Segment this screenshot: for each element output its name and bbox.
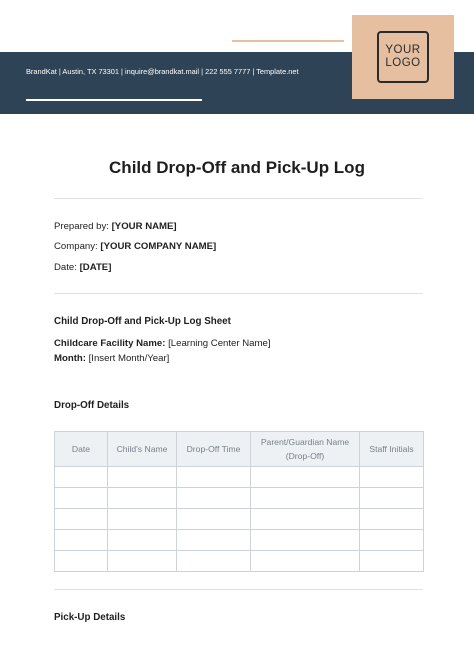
prepared-by-label: Prepared by: (54, 221, 109, 232)
table-cell (360, 467, 424, 488)
table-cell (360, 530, 424, 551)
table-cell (251, 551, 360, 572)
divider (54, 198, 423, 199)
month-label: Month: (54, 353, 86, 364)
column-header-staff-initials: Staff Initials (360, 432, 424, 467)
column-header-date: Date (55, 432, 108, 467)
date-line (54, 262, 111, 273)
page-title: Child Drop-Off and Pick-Up Log (109, 158, 365, 177)
table-cell (177, 488, 251, 509)
table-cell (55, 467, 108, 488)
logo-frame (377, 31, 429, 83)
header-divider (26, 99, 202, 101)
facility-line (54, 338, 271, 349)
table-row (55, 488, 424, 509)
logo-placeholder (352, 15, 454, 99)
table-cell (55, 551, 108, 572)
table-cell (108, 509, 177, 530)
table-row (55, 467, 424, 488)
table-cell (251, 467, 360, 488)
company-value: [YOUR COMPANY NAME] (100, 241, 217, 252)
dropoff-heading: Drop-Off Details (54, 400, 130, 411)
dropoff-table (54, 431, 424, 572)
facility-value: [Learning Center Name] (168, 338, 271, 349)
company-line (54, 241, 216, 252)
prepared-by-value: [YOUR NAME] (111, 221, 177, 232)
date-value: [DATE] (79, 262, 112, 273)
table-cell (360, 509, 424, 530)
table-cell (177, 551, 251, 572)
table-cell (55, 488, 108, 509)
table-cell (108, 467, 177, 488)
table-cell (251, 488, 360, 509)
table-cell (55, 530, 108, 551)
table-cell (108, 551, 177, 572)
table-row (55, 509, 424, 530)
table-row (55, 551, 424, 572)
table-cell (108, 488, 177, 509)
divider (54, 293, 423, 294)
month-line (54, 353, 169, 364)
sheet-heading: Child Drop-Off and Pick-Up Log Sheet (54, 316, 231, 327)
logo-text-line1: YOUR (385, 44, 421, 56)
divider (54, 589, 423, 590)
table-header-row (55, 432, 424, 467)
date-label: Date: (54, 262, 77, 273)
company-label: Company: (54, 241, 98, 252)
table-row (55, 530, 424, 551)
prepared-by-line (54, 221, 177, 232)
table-cell (360, 488, 424, 509)
table-cell (177, 530, 251, 551)
table-cell (251, 509, 360, 530)
table-cell (251, 530, 360, 551)
header-accent-line (232, 40, 344, 42)
table-cell (55, 509, 108, 530)
facility-label: Childcare Facility Name: (54, 338, 166, 349)
logo-text-line2: LOGO (385, 57, 421, 69)
table-cell (177, 467, 251, 488)
table-cell (108, 530, 177, 551)
column-header-dropoff-time: Drop-Off Time (177, 432, 251, 467)
month-value: [Insert Month/Year] (88, 353, 170, 364)
table-cell (360, 551, 424, 572)
contact-info: BrandKat | Austin, TX 73301 | inquire@brandkat.mail | 222 555 7777 | Template.net (26, 67, 299, 76)
column-header-child-name: Child's Name (108, 432, 177, 467)
table-cell (177, 509, 251, 530)
column-header-parent-name: Parent/Guardian Name (Drop-Off) (251, 432, 360, 467)
pickup-heading: Pick-Up Details (54, 612, 126, 623)
